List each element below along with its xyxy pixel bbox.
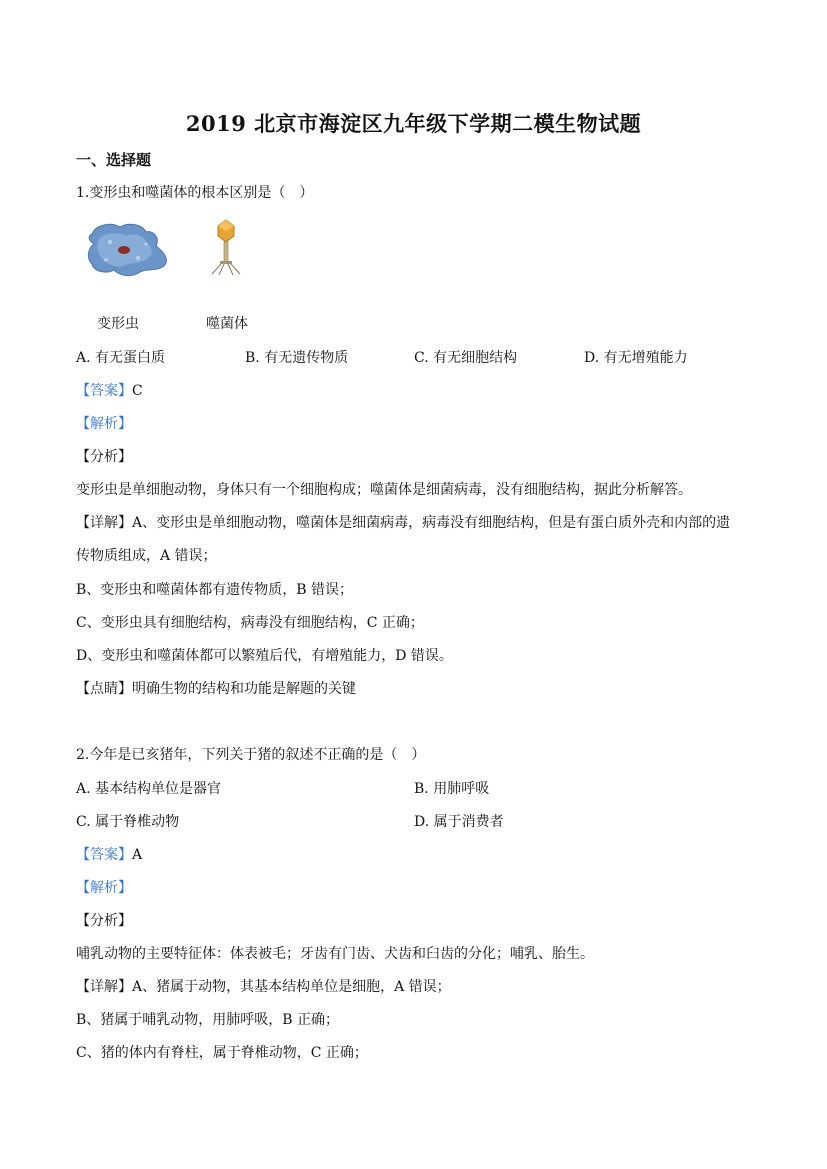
q1-detail-line-5: D、变形虫和噬菌体都可以繁殖后代，有增殖能力，D 错误。 (76, 648, 453, 664)
answer-value: C (132, 383, 143, 399)
q2-detail-line-1 (76, 977, 451, 997)
q2-analysis-heading: 【分析】 (76, 913, 132, 929)
q2-explain-tag: 【解析】 (76, 880, 132, 896)
q1-option-b: B. 有无遗传物质 (245, 350, 349, 366)
q2-detail-line-2: B、猪属于哺乳动物，用肺呼吸，B 正确； (76, 1012, 340, 1028)
q2-detail-line-3: C、猪的体内有脊柱，属于脊椎动物，C 正确； (76, 1045, 368, 1061)
q1-detail-line-3: B、变形虫和噬菌体都有遗传物质，B 错误； (76, 582, 354, 598)
q1-detail-line-1 (76, 513, 730, 533)
comment-text: 明确生物的结构和功能是解题的关键 (132, 681, 356, 697)
q2-option-a: A. 基本结构单位是器官 (76, 781, 222, 797)
amoeba-caption: 变形虫 (97, 316, 139, 332)
q1-detail-line-2: 传物质组成，A 错误； (76, 548, 217, 564)
q1-comment (76, 679, 356, 699)
q1-option-a: A. 有无蛋白质 (76, 350, 166, 366)
section-heading: 一、选择题 (76, 151, 152, 169)
q1-detail-line-4: C、变形虫具有细胞结构，病毒没有细胞结构，C 正确； (76, 615, 424, 631)
detail-text: A、猪属于动物，其基本结构单位是细胞，A 错误； (132, 979, 451, 995)
detail-heading: 【详解】 (76, 979, 132, 995)
q2-analysis-text: 哺乳动物的主要特征体：体表被毛；牙齿有门齿、犬齿和臼齿的分化；哺乳、胎生。 (76, 946, 594, 962)
q1-analysis-heading: 【分析】 (76, 449, 132, 465)
q2-answer (76, 845, 142, 865)
answer-value: A (132, 847, 143, 863)
q1-option-d: D. 有无增殖能力 (584, 350, 688, 366)
detail-heading: 【详解】 (76, 515, 132, 531)
q2-option-c: C. 属于脊椎动物 (76, 814, 180, 830)
amoeba-image (86, 220, 172, 278)
bacteriophage-image (206, 218, 246, 276)
q1-stem: 1.变形虫和噬菌体的根本区别是（ ） (76, 185, 314, 201)
q2-option-d: D. 属于消费者 (414, 814, 504, 830)
q1-option-c: C. 有无细胞结构 (414, 350, 518, 366)
page-title: 2019 北京市海淀区九年级下学期二模生物试题 (185, 111, 642, 136)
comment-heading: 【点睛】 (76, 681, 132, 697)
q1-explain-tag: 【解析】 (76, 416, 132, 432)
q2-option-b: B. 用肺呼吸 (414, 781, 490, 797)
q1-answer (76, 381, 143, 401)
detail-text: A、变形虫是单细胞动物，噬菌体是细菌病毒，病毒没有细胞结构，但是有蛋白质外壳和内部的遗 (132, 515, 731, 531)
q2-stem: 2.今年是已亥猪年，下列关于猪的叙述不正确的是（ ） (76, 747, 426, 763)
bacteriophage-caption: 噬菌体 (206, 316, 248, 332)
answer-tag: 【答案】 (76, 383, 132, 399)
q1-analysis-text: 变形虫是单细胞动物，身体只有一个细胞构成；噬菌体是细菌病毒，没有细胞结构，据此分析解答。 (76, 482, 692, 498)
answer-tag: 【答案】 (76, 847, 132, 863)
